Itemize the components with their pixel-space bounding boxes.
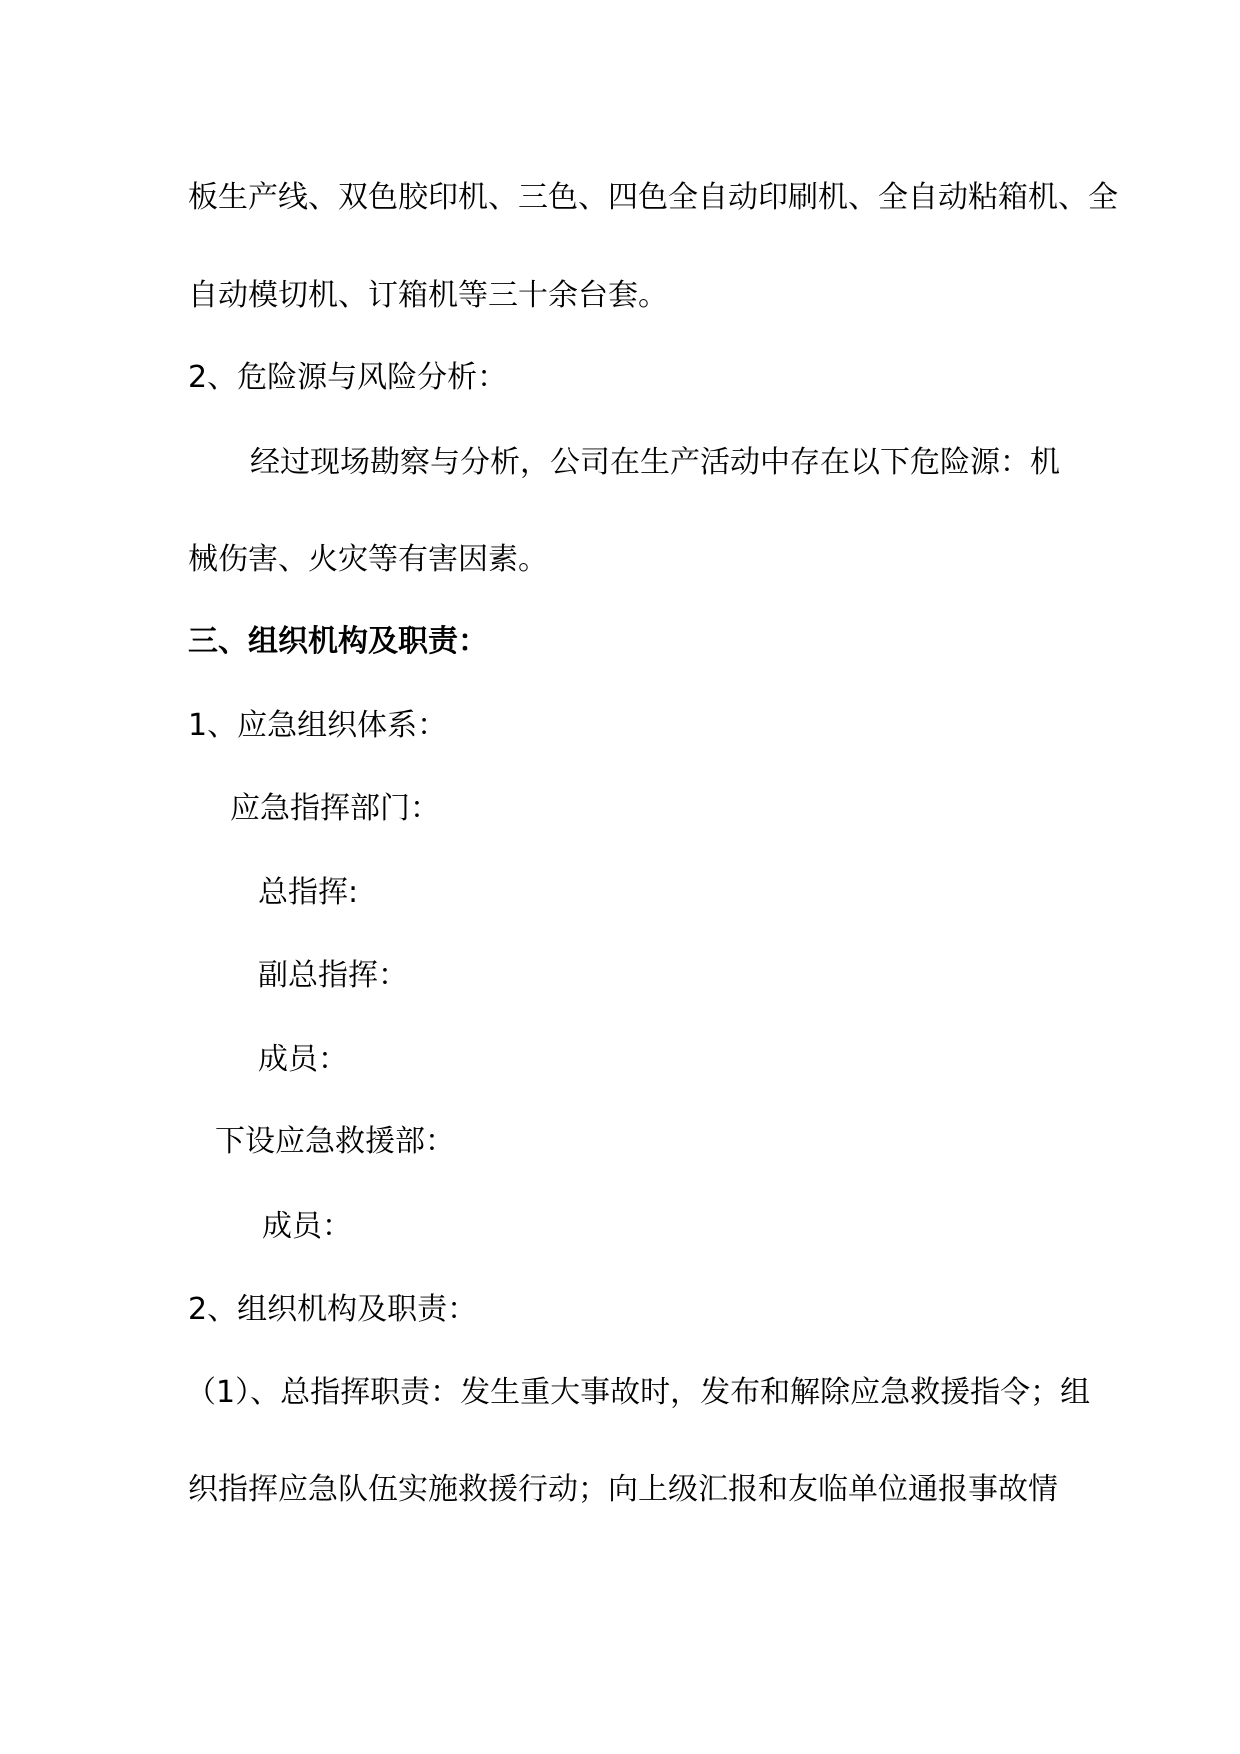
duty-item-commander: （1）、总指挥职责：发生重大事故时，发布和解除应急救援指令；组 [186, 1375, 1091, 1410]
label-rescue-members: 成员： [262, 1209, 352, 1244]
label-deputy-commander: 副总指挥： [258, 958, 408, 993]
chapter-heading-organization: 三、组织机构及职责： [188, 624, 488, 659]
body-text-line: 械伤害、火灾等有害因素。 [188, 542, 548, 577]
section-heading-duties: 2、组织机构及职责： [188, 1292, 478, 1327]
section-heading-emergency-system: 1、应急组织体系： [188, 708, 448, 743]
paragraph-first-line: 经过现场勘察与分析，公司在生产活动中存在以下危险源：机 [250, 445, 1060, 480]
body-text-line: 自动模切机、订箱机等三十余台套。 [188, 278, 668, 313]
label-commander: 总指挥: [258, 875, 359, 910]
label-rescue-dept: 下设应急救援部： [215, 1124, 455, 1159]
label-members: 成员： [258, 1042, 348, 1077]
body-text-line: 板生产线、双色胶印机、三色、四色全自动印刷机、全自动粘箱机、全 [188, 180, 1118, 215]
section-heading-hazard-analysis: 2、危险源与风险分析： [188, 360, 508, 395]
body-text-line: 织指挥应急队伍实施救援行动；向上级汇报和友临单位通报事故情 [188, 1472, 1058, 1507]
label-command-dept: 应急指挥部门： [230, 791, 440, 826]
